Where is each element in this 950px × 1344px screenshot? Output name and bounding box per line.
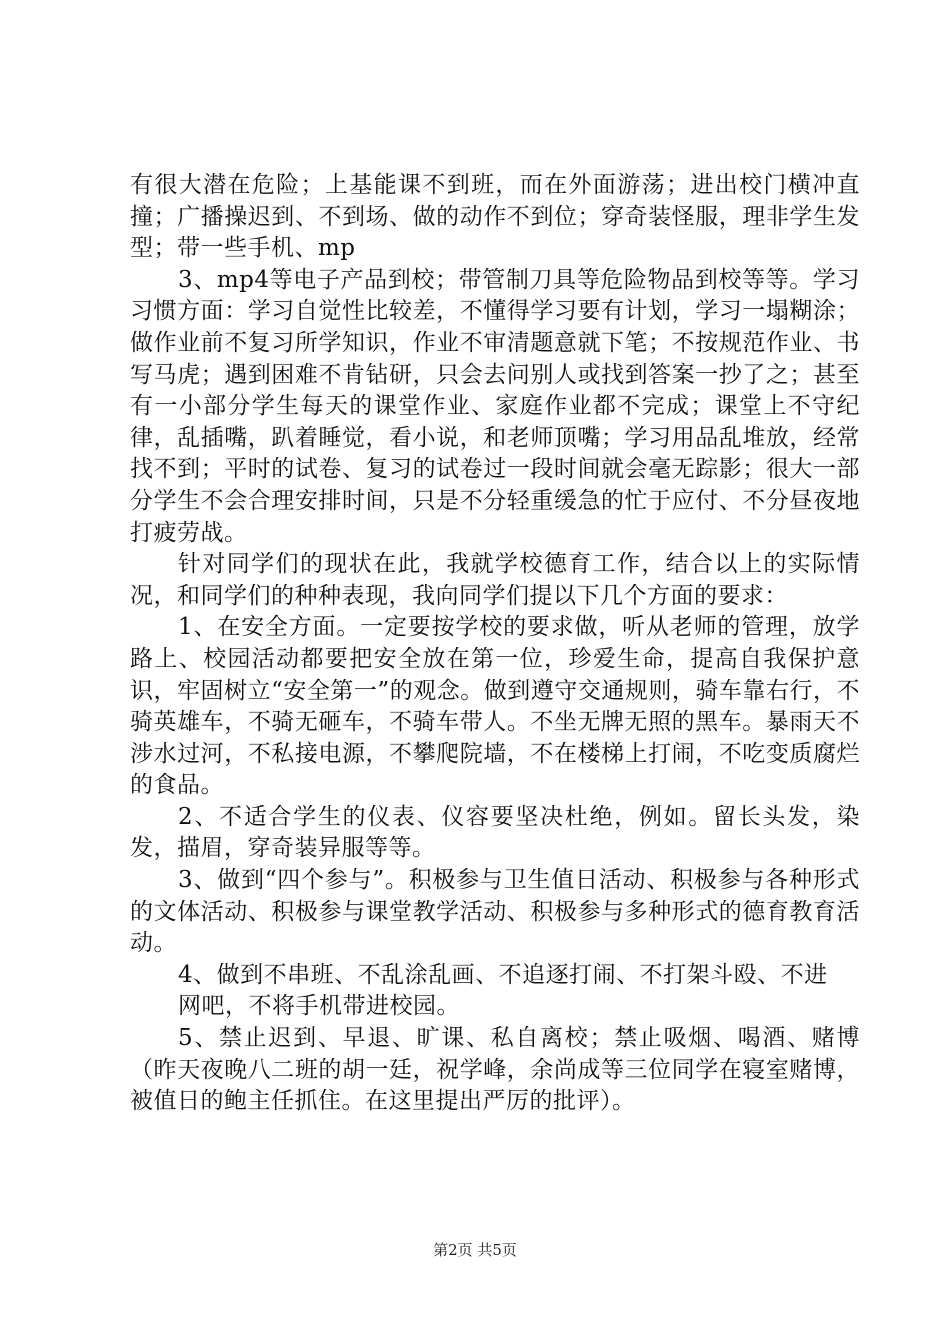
paragraph: 有很大潜在危险；上基能课不到班，而在外面游荡；进出校门横冲直撞；广播操迟到、不到场、做的动作不到位；穿奇装怪服，理非学生发型；带一些手机、mp	[130, 172, 860, 262]
document-body	[130, 170, 860, 1118]
paragraph: 2、不适合学生的仪表、仪容要坚决杜绝，例如。留长头发，染发，描眉，穿奇装异服等等。	[130, 803, 860, 862]
paragraph: 1、在安全方面。一定要按学校的要求做，听从老师的管理，放学路上、校园活动都要把安全放在第一位，珍爱生命，提高自我保护意识，牢固树立“安全第一”的观念。做到遵守交通规则，骑车靠右行，不骑英雄车，不骑无砸车，不骑车带人。不坐无牌无照的黑车。暴雨天不涉水过河，不私接电源，不攀爬院墙，不在楼梯上打闹，不吃变质腐烂的食品。	[130, 614, 860, 799]
paragraph: 3、mp4等电子产品到校；带管制刀具等危险物品到校等等。学习习惯方面：学习自觉性比较差，不懂得学习要有计划，学习一塌糊涂；做作业前不复习所学知识，作业不审清题意就下笔；不按规范作业、书写马虎；遇到困难不肯钻研，只会去问别人或找到答案一抄了之；甚至有一小部分学生每天的课堂作业、家庭作业都不完成；课堂上不守纪律，乱插嘴，趴着睡觉，看小说，和老师顶嘴；学习用品乱堆放，经常找不到；平时的试卷、复习的试卷过一段时间就会毫无踪影；很大一部分学生不会合理安排时间，只是不分轻重缓急的忙于应付、不分昼夜地打疲劳战。	[130, 266, 860, 546]
paragraph: 5、禁止迟到、早退、旷课、私自离校；禁止吸烟、喝酒、赌博（昨天夜晚八二班的胡一廷，祝学峰，余尚成等三位同学在寝室赌博，被值日的鲍主任抓住。在这里提出严厉的批评）。	[130, 1025, 860, 1115]
paragraph: 针对同学们的现状在此，我就学校德育工作，结合以上的实际情况，和同学们的种种表现，我向同学们提以下几个方面的要求：	[130, 551, 860, 609]
paragraph: 网吧，不将手机带进校园。	[178, 993, 460, 1020]
paragraph: 4、做到不串班、不乱涂乱画、不追逐打闹、不打架斗殴、不进	[178, 961, 828, 988]
paragraph: 3、做到“四个参与”。积极参与卫生值日活动、积极参与各种形式的文体活动、积极参与课堂教学活动、积极参与多种形式的德育教育活动。	[130, 867, 860, 957]
page-number-footer: 第2页 共5页	[433, 1241, 517, 1259]
